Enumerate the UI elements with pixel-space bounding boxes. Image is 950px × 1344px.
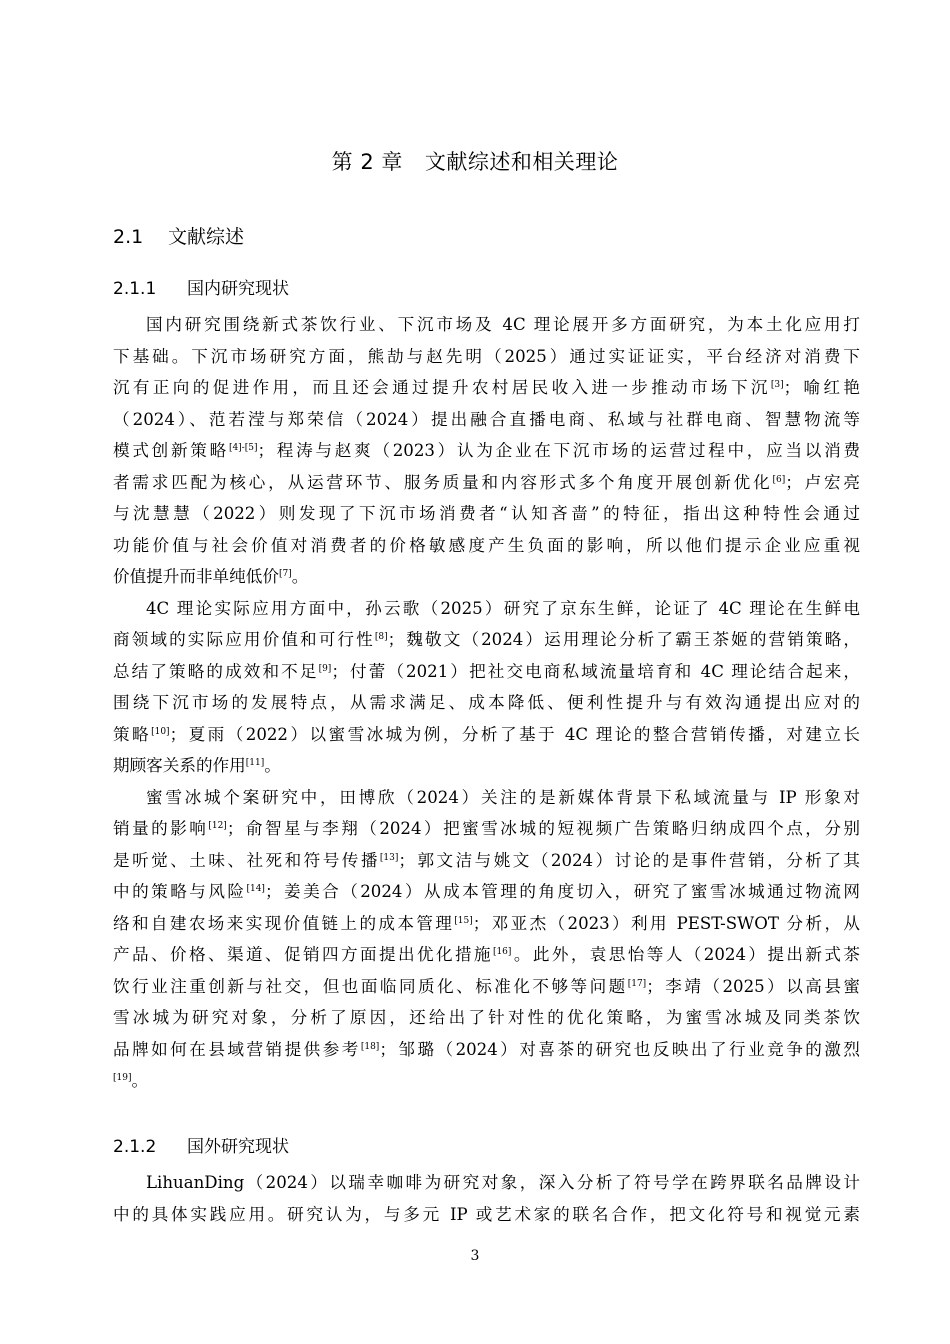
paragraph-line: 产品、价格、渠道、促销四方面提出优化措施[16]。此外，袁思怡等人（2024）提出新式茶 [113, 945, 860, 964]
subsection-title: 国内研究现状 [187, 279, 289, 299]
paragraph-line: （2024）、范若滢与郑荣信（2024）提出融合直播电商、私域与社群电商、智慧物流等 [113, 410, 860, 429]
paragraph-line: 围绕下沉市场的发展特点，从需求满足、成本降低、便利性提升与有效沟通提出应对的 [113, 693, 860, 712]
citation: [19] [113, 1073, 132, 1083]
paragraph-line: 雪冰城为研究对象，分析了原因，还给出了针对性的优化策略，为蜜雪冰城及同类茶饮 [113, 1008, 860, 1027]
chapter-number: 第 2 章 [331, 150, 403, 174]
paragraph-line: 与沈慧慧（2022）则发现了下沉市场消费者“认知吝啬”的特征，指出这种特性会通过 [113, 504, 860, 523]
paragraph-line: 国内研究围绕新式茶饮行业、下沉市场及 4C 理论展开多方面研究，为本土化应用打 [146, 315, 860, 334]
paragraph-line: 期顾客关系的作用[11]。 [113, 756, 281, 775]
page-number: 3 [470, 1248, 480, 1264]
subsection-heading-2-1-2 [113, 1132, 289, 1157]
chapter-heading: 文献综述和相关理论 [424, 150, 619, 174]
paragraph-line: 功能价值与社会价值对消费者的价格敏感度产生负面的影响，所以他们提示企业应重视 [113, 536, 860, 555]
paragraph-line: 销量的影响[12]；俞智星与李翔（2024）把蜜雪冰城的短视频广告策略归纳成四个点，分别 [113, 819, 861, 838]
paragraph-line: 下基础。下沉市场研究方面，熊劼与赵先明（2025）通过实证证实，平台经济对消费下 [113, 347, 860, 366]
citation: [16] [492, 947, 512, 957]
paragraph-line: 蜜雪冰城个案研究中，田博欣（2024）关注的是新媒体背景下私域流量与 IP 形象对 [146, 788, 860, 807]
paragraph-line: 价值提升而非单纯低价[7]。 [113, 567, 309, 586]
paragraph-line: 中的具体实践应用。研究认为，与多元 IP 或艺术家的联名合作，把文化符号和视觉元素 [113, 1205, 860, 1224]
citation: [17] [627, 979, 647, 989]
paragraph-line: 者需求匹配为核心，从运营环节、服务质量和内容形式多个角度开展创新优化[6]；卢宏亮 [113, 473, 861, 492]
paragraph-line: 模式创新策略[4]-[5]；程涛与赵爽（2023）认为企业在下沉市场的运营过程中，应当以消费 [113, 441, 861, 460]
citation: [3] [770, 380, 784, 390]
paragraph-line: 商领域的实际应用价值和可行性[8]；魏敬文（2024）运用理论分析了霸王茶姬的营销策略， [113, 630, 860, 649]
citation: [8] [374, 632, 388, 642]
paragraph-line: 是听觉、土味、社死和符号传播[13]；郭文洁与姚文（2024）讨论的是事件营销，分析了其 [113, 851, 860, 870]
citation: [11] [245, 758, 265, 768]
citation: [7] [278, 569, 292, 579]
paragraph-line: 4C 理论实际应用方面中，孙云歌（2025）研究了京东生鲜，论证了 4C 理论在生鲜电 [146, 599, 860, 618]
paragraph-line: 中的策略与风险[14]；姜美合（2024）从成本管理的角度切入，研究了蜜雪冰城通过物流网 [113, 882, 861, 901]
paragraph-line: 总结了策略的成效和不足[9]；付蕾（2021）把社交电商私域流量培育和 4C 理论结合起来， [113, 662, 860, 681]
citation: [14] [246, 884, 265, 894]
section-heading-2-1 [113, 222, 244, 249]
citation: [18] [360, 1042, 380, 1052]
citation: [9] [318, 664, 332, 674]
citation: [15] [454, 916, 473, 926]
subsection-number: 2.1.2 [113, 1137, 157, 1157]
paragraph-line: 络和自建农场来实现价值链上的成本管理[15]；邓亚杰（2023）利用 PEST-SWOT 分析，从 [113, 914, 860, 933]
paragraph-line: 品牌如何在县域营销提供参考[18]；邹璐（2024）对喜茶的研究也反映出了行业竞争的激烈 [113, 1040, 860, 1059]
citation: [12] [208, 821, 227, 831]
paragraph-line: 沉有正向的促进作用，而且还会通过提升农村居民收入进一步推动市场下沉[3]；喻红艳 [113, 378, 861, 397]
paragraph-line: [19]。 [113, 1071, 149, 1090]
section-number: 2.1 [113, 226, 144, 248]
subsection-heading-2-1-1 [113, 274, 289, 299]
subsection-title: 国外研究现状 [187, 1137, 289, 1157]
citation: [13] [379, 853, 399, 863]
citation: [4]-[5] [228, 443, 258, 453]
chapter-title [0, 146, 950, 176]
subsection-number: 2.1.1 [113, 279, 157, 299]
paragraph-line: 策略[10]；夏雨（2022）以蜜雪冰城为例，分析了基于 4C 理论的整合营销传播，对建立长 [113, 725, 861, 744]
paragraph-line: 饮行业注重创新与社交，但也面临同质化、标准化不够等问题[17]；李靖（2025）以高县蜜 [113, 977, 861, 996]
paragraph-line: LihuanDing（2024）以瑞幸咖啡为研究对象，深入分析了符号学在跨界联名品牌设计 [146, 1173, 860, 1192]
citation: [6] [772, 475, 786, 485]
citation: [10] [151, 727, 170, 737]
section-title: 文献综述 [168, 226, 245, 248]
